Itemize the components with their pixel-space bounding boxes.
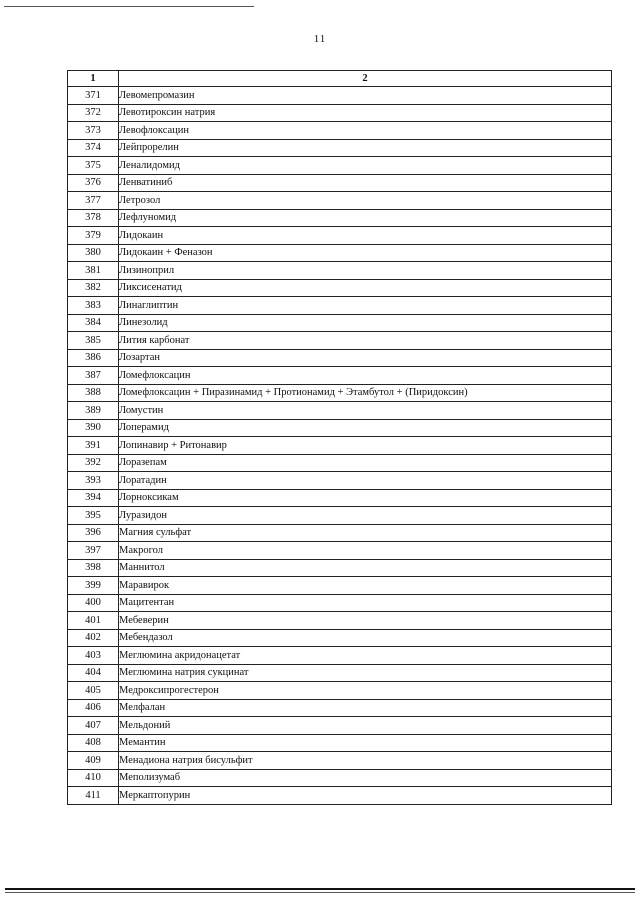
row-number: 376 <box>68 174 119 192</box>
table-row <box>68 472 612 490</box>
drug-name: Лизиноприл <box>119 262 612 280</box>
table-row <box>68 507 612 525</box>
row-number: 382 <box>68 279 119 297</box>
row-number: 400 <box>68 594 119 612</box>
table-row <box>68 174 612 192</box>
table-row <box>68 664 612 682</box>
row-number: 411 <box>68 787 119 805</box>
table-row <box>68 87 612 105</box>
row-number: 371 <box>68 87 119 105</box>
row-number: 386 <box>68 349 119 367</box>
table-row <box>68 717 612 735</box>
header-name-column: 2 <box>119 71 612 87</box>
table-row <box>68 227 612 245</box>
drug-name: Левофлоксацин <box>119 122 612 140</box>
table-row <box>68 629 612 647</box>
page-number: 11 <box>313 33 327 45</box>
table-row <box>68 734 612 752</box>
row-number: 404 <box>68 664 119 682</box>
drug-name: Ломустин <box>119 402 612 420</box>
bottom-rule-secondary <box>5 892 635 893</box>
drug-name: Ликсисенатид <box>119 279 612 297</box>
drug-name: Левотироксин натрия <box>119 104 612 122</box>
drug-name: Линаглиптин <box>119 297 612 315</box>
row-number: 407 <box>68 717 119 735</box>
row-number: 406 <box>68 699 119 717</box>
row-number: 377 <box>68 192 119 210</box>
row-number: 383 <box>68 297 119 315</box>
drug-name: Мацитентан <box>119 594 612 612</box>
drug-name: Маравирок <box>119 577 612 595</box>
row-number: 379 <box>68 227 119 245</box>
drug-name: Лоратадин <box>119 472 612 490</box>
bottom-rule <box>5 888 635 890</box>
table-row <box>68 384 612 402</box>
row-number: 388 <box>68 384 119 402</box>
drug-name: Мемантин <box>119 734 612 752</box>
drug-name: Лейпрорелин <box>119 139 612 157</box>
drug-list-table <box>67 70 612 805</box>
drug-name: Меглюмина акридонацетат <box>119 647 612 665</box>
row-number: 384 <box>68 314 119 332</box>
row-number: 410 <box>68 769 119 787</box>
table-row <box>68 349 612 367</box>
row-number: 405 <box>68 682 119 700</box>
drug-name: Лоразепам <box>119 454 612 472</box>
table-row <box>68 297 612 315</box>
drug-name: Ленватиниб <box>119 174 612 192</box>
drug-name: Мелфалан <box>119 699 612 717</box>
row-number: 381 <box>68 262 119 280</box>
drug-name: Ломефлоксацин + Пиразинамид + Протионамид + Этамбутол + (Пиридоксин) <box>119 384 612 402</box>
drug-name: Леналидомид <box>119 157 612 175</box>
table-row <box>68 122 612 140</box>
table-row <box>68 262 612 280</box>
table-row <box>68 524 612 542</box>
row-number: 395 <box>68 507 119 525</box>
drug-name: Макрогол <box>119 542 612 560</box>
table-header-row <box>68 71 612 87</box>
row-number: 398 <box>68 559 119 577</box>
header-number-column: 1 <box>68 71 119 87</box>
drug-name: Летрозол <box>119 192 612 210</box>
row-number: 408 <box>68 734 119 752</box>
table-row <box>68 559 612 577</box>
row-number: 378 <box>68 209 119 227</box>
drug-name: Магния сульфат <box>119 524 612 542</box>
row-number: 396 <box>68 524 119 542</box>
table-row <box>68 542 612 560</box>
row-number: 380 <box>68 244 119 262</box>
row-number: 401 <box>68 612 119 630</box>
table-row <box>68 437 612 455</box>
table-row <box>68 279 612 297</box>
drug-name: Менадиона натрия бисульфит <box>119 752 612 770</box>
drug-name: Левомепромазин <box>119 87 612 105</box>
table-row <box>68 787 612 805</box>
row-number: 392 <box>68 454 119 472</box>
drug-name: Мебендазол <box>119 629 612 647</box>
drug-name: Лозартан <box>119 349 612 367</box>
row-number: 394 <box>68 489 119 507</box>
drug-name: Линезолид <box>119 314 612 332</box>
row-number: 374 <box>68 139 119 157</box>
row-number: 393 <box>68 472 119 490</box>
table-row <box>68 367 612 385</box>
row-number: 372 <box>68 104 119 122</box>
table-row <box>68 454 612 472</box>
row-number: 399 <box>68 577 119 595</box>
table-row <box>68 139 612 157</box>
table-row <box>68 682 612 700</box>
row-number: 385 <box>68 332 119 350</box>
table-row <box>68 104 612 122</box>
drug-name: Меркаптопурин <box>119 787 612 805</box>
drug-name: Луразидон <box>119 507 612 525</box>
top-rule <box>4 6 254 7</box>
table-row <box>68 594 612 612</box>
table-row <box>68 192 612 210</box>
table-row <box>68 769 612 787</box>
drug-name: Маннитол <box>119 559 612 577</box>
table-row <box>68 332 612 350</box>
row-number: 389 <box>68 402 119 420</box>
drug-name: Мебеверин <box>119 612 612 630</box>
drug-name: Меглюмина натрия сукцинат <box>119 664 612 682</box>
table-row <box>68 402 612 420</box>
table-row <box>68 157 612 175</box>
drug-name: Лидокаин <box>119 227 612 245</box>
drug-name: Ломефлоксацин <box>119 367 612 385</box>
drug-name: Лефлуномид <box>119 209 612 227</box>
row-number: 397 <box>68 542 119 560</box>
table-row <box>68 699 612 717</box>
drug-name: Лопинавир + Ритонавир <box>119 437 612 455</box>
row-number: 375 <box>68 157 119 175</box>
table-row <box>68 612 612 630</box>
drug-name: Меполизумаб <box>119 769 612 787</box>
table-row <box>68 489 612 507</box>
row-number: 402 <box>68 629 119 647</box>
table-row <box>68 577 612 595</box>
table-row <box>68 419 612 437</box>
drug-name: Лорноксикам <box>119 489 612 507</box>
row-number: 387 <box>68 367 119 385</box>
row-number: 409 <box>68 752 119 770</box>
drug-name: Мельдоний <box>119 717 612 735</box>
drug-name: Лоперамид <box>119 419 612 437</box>
drug-name: Лидокаин + Феназон <box>119 244 612 262</box>
row-number: 403 <box>68 647 119 665</box>
table-row <box>68 752 612 770</box>
table-row <box>68 314 612 332</box>
row-number: 390 <box>68 419 119 437</box>
drug-name: Медроксипрогестерон <box>119 682 612 700</box>
row-number: 373 <box>68 122 119 140</box>
table-body <box>68 87 612 805</box>
row-number: 391 <box>68 437 119 455</box>
table-row <box>68 209 612 227</box>
table-row <box>68 647 612 665</box>
table-row <box>68 244 612 262</box>
drug-name: Лития карбонат <box>119 332 612 350</box>
